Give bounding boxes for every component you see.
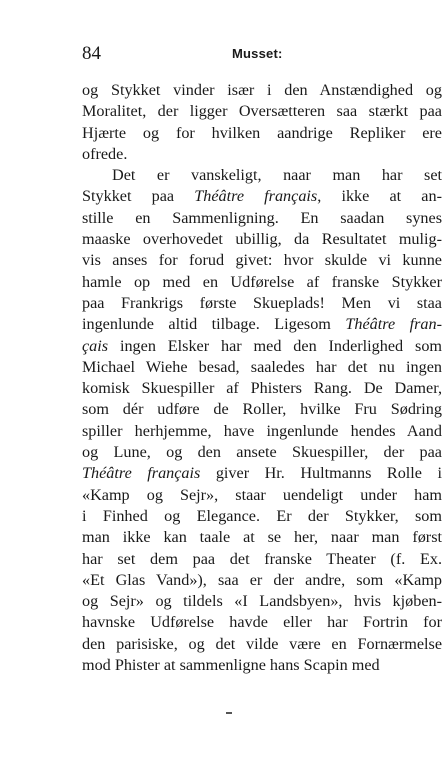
text-line xyxy=(82,485,442,506)
text-segment: paa Frankrigs første Skueplads! Men vi staa xyxy=(82,293,442,312)
text-segment: mod Phister at sammenligne hans Scapin med xyxy=(82,656,380,675)
italic-text: çais xyxy=(82,336,109,355)
text-line xyxy=(82,229,442,250)
text-line xyxy=(82,549,442,570)
text-line xyxy=(82,336,442,357)
text-segment: giver Hr. Hultmanns Rolle i xyxy=(200,464,442,483)
text-segment: ingenlunde altid tilbage. Ligesom xyxy=(82,315,346,334)
text-line xyxy=(82,463,442,484)
text-line xyxy=(82,144,442,165)
text-segment: «Et Glas Vand»), saa er der andre, som «Kamp xyxy=(82,570,442,589)
text-line xyxy=(82,208,442,229)
text-segment: Michael Wiehe besad, saaledes har det nu ingen xyxy=(82,357,442,376)
text-line xyxy=(82,442,442,463)
text-line xyxy=(82,293,442,314)
text-line xyxy=(82,506,442,527)
page-number: 84 xyxy=(82,43,101,64)
page-header xyxy=(82,42,442,66)
text-segment: , ikke at an- xyxy=(317,187,442,206)
text-segment: ingen Elsker har med den Inderlighed som xyxy=(108,336,442,355)
text-segment: komisk Skuespiller af Phisters Rang. De Damer, xyxy=(82,379,442,398)
text-line xyxy=(82,421,442,442)
text-segment: Hjærte og for hvilken aandrige Repliker ere xyxy=(82,123,442,142)
text-line xyxy=(82,612,442,633)
text-segment: spiller herhjemme, have ingenlunde hendes Aand xyxy=(82,421,442,440)
text-line xyxy=(82,123,442,144)
italic-text: Théâtre français xyxy=(82,464,201,483)
running-title: Musset: xyxy=(232,46,283,61)
text-line xyxy=(82,314,442,335)
italic-text: Théâtre français xyxy=(194,187,318,206)
text-line xyxy=(82,101,442,122)
text-line xyxy=(82,378,442,399)
text-segment: vis anses for forud givet: hvor skulde vi kunne xyxy=(82,251,442,270)
footer-mark xyxy=(226,712,232,714)
text-line xyxy=(82,570,442,591)
text-segment: og Stykket vinder især i den Anstændighed og xyxy=(82,81,442,99)
text-segment: ofrede. xyxy=(82,144,128,163)
text-line xyxy=(82,527,442,548)
text-segment: i Finhed og Elegance. Er der Stykker, som xyxy=(82,506,442,525)
text-segment: hamle op med en Udførelse af franske Stykker xyxy=(82,272,442,291)
text-line xyxy=(82,357,442,378)
text-segment: Moralitet, der ligger Oversætteren saa stærkt paa xyxy=(82,102,442,121)
text-segment: som dér udføre de Roller, hvilke Fru Sødring xyxy=(82,400,442,419)
text-line xyxy=(82,272,442,293)
text-segment: havnske Udførelse havde eller har Fortrin for xyxy=(82,613,442,632)
text-segment: stille en Sammenligning. En saadan synes xyxy=(82,208,442,227)
text-segment: og Sejr» og tildels «I Landsbyen», hvis kjøben- xyxy=(82,592,442,611)
body-text xyxy=(82,80,442,676)
italic-text: Théâtre fran- xyxy=(345,315,442,334)
text-segment: Stykket paa xyxy=(82,187,195,206)
text-segment: Det er vanskeligt, naar man har set xyxy=(112,166,442,185)
text-segment: har set dem paa det franske Theater (f. Ex. xyxy=(82,549,442,568)
text-segment: og Lune, og den ansete Skuespiller, der paa xyxy=(82,443,442,462)
text-line xyxy=(82,399,442,420)
text-line xyxy=(82,250,442,271)
text-segment: maaske overhovedet ubillig, da Resultatet mulig- xyxy=(82,230,442,249)
text-line xyxy=(82,165,442,186)
text-line xyxy=(82,655,442,676)
text-line xyxy=(82,634,442,655)
text-segment: «Kamp og Sejr», staar uendeligt under ham xyxy=(82,485,442,504)
text-line xyxy=(82,80,442,101)
text-line xyxy=(82,186,442,207)
text-segment: man ikke kan taale at se her, naar man først xyxy=(82,528,442,547)
text-segment: den parisiske, og det vilde være en Fornærmelse xyxy=(82,634,442,653)
text-line xyxy=(82,591,442,612)
